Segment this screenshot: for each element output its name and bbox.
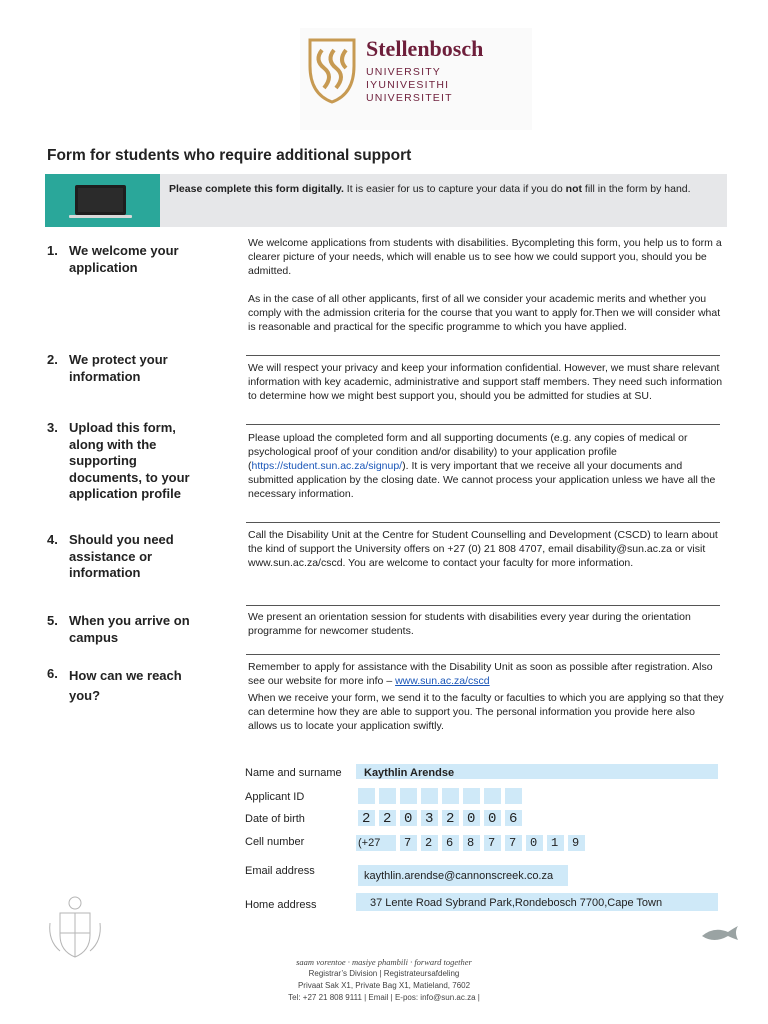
section-1-heading: We welcome your application	[69, 243, 179, 275]
banner-instructions	[160, 174, 727, 227]
applicant-id-cell	[400, 788, 417, 804]
cscd-link[interactable]: www.sun.ac.za/cscd	[395, 675, 490, 687]
section-6-paragraph-1	[248, 660, 726, 688]
dob-digit: 2	[446, 811, 455, 827]
banner-icon-box	[45, 174, 160, 227]
dob-digit: 0	[404, 811, 413, 827]
applicant-id-cell	[379, 788, 396, 804]
cell-prefix: (+27	[358, 837, 381, 849]
name-field[interactable]: Kaythlin Arendse	[356, 764, 718, 779]
applicant-id-field[interactable]	[358, 788, 528, 804]
cell-digit: 9	[572, 836, 580, 850]
section-5-paragraph: We present an orientation session for students with disabilities every year during the orientation programme for newcomer students.	[248, 611, 691, 637]
applicant-id-cell	[505, 788, 522, 804]
section-3-number: 3.	[47, 420, 58, 435]
cell-digit: 0	[530, 836, 538, 850]
cell-number-field[interactable]	[356, 835, 588, 851]
laptop-icon	[45, 174, 160, 227]
section-5-heading: When you arrive on campus	[69, 613, 190, 645]
section-3-text-b: ). It is very important that we receive all your documents and submitted application by the closing date. We cannot process your application unless we have all the necessary information.	[248, 460, 716, 500]
dob-field[interactable]	[358, 810, 528, 828]
applicant-id-cell	[463, 788, 480, 804]
applicant-id-cell	[484, 788, 501, 804]
banner-not: not	[565, 183, 582, 195]
section-6-number: 6.	[47, 666, 58, 681]
coat-of-arms-icon	[46, 893, 104, 959]
cell-prefix-text: +27	[361, 837, 381, 849]
dob-digit: 2	[362, 811, 371, 827]
section-6-text-a: Remember to apply for assistance with the Disability Unit as soon as possible after registration. Also see our website for more info –	[248, 661, 713, 687]
section-4-number: 4.	[47, 532, 58, 547]
section-4-heading: Should you need assistance or information	[69, 532, 174, 580]
cell-digit: 1	[551, 836, 559, 850]
section-2-heading: We protect your information	[69, 352, 168, 384]
cell-digit: 7	[509, 836, 517, 850]
section-3-paragraph	[248, 431, 726, 501]
name-label: Name and surname	[245, 767, 342, 779]
home-address-field[interactable]: 37 Lente Road Sybrand Park,Rondebosch 7700,Cape Town	[356, 893, 718, 911]
signup-link[interactable]: https://student.sun.ac.za/signup/	[251, 460, 403, 472]
dob-label: Date of birth	[245, 813, 305, 825]
cell-digit: 6	[446, 836, 454, 850]
cell-digit: 8	[467, 836, 475, 850]
applicant-id-cell	[358, 788, 375, 804]
email-field[interactable]: kaythlin.arendse@cannonscreek.co.za	[358, 865, 568, 886]
form-title: Form for students who require additional support	[47, 147, 412, 164]
divider	[246, 654, 720, 655]
dob-digit: 0	[467, 811, 476, 827]
section-1-paragraph-1: We welcome applications from students with disabilities. Bycompleting this form, you help us to form a clearer picture of your needs, which will enable us to see how we could support you, should you be admitted.	[248, 237, 722, 277]
divider	[246, 522, 720, 523]
banner-text-2: fill in the form by hand.	[581, 183, 691, 195]
dob-digit: 6	[509, 811, 518, 827]
section-5-number: 5.	[47, 613, 58, 628]
cell-digit: 7	[404, 836, 412, 850]
divider	[246, 424, 720, 425]
section-3-text-a: Please upload the completed form and all supporting documents (e.g. any copies of medical or psychological proof of your condition and/or disability) to your application profile (	[248, 432, 688, 472]
dob-digit: 2	[383, 811, 392, 827]
section-4-paragraph: Call the Disability Unit at the Centre for Student Counselling and Development (CSCD) to learn about the kind of support the University offers on +27 (0) 21 808 4707, email disability@sun.ac.za or visit www.sun.ac.za/cscd. You are welcome to contact your faculty for more information.	[248, 529, 718, 569]
university-name: Stellenbosch	[366, 36, 484, 61]
university-line-2: IYUNIVESITHI	[366, 79, 450, 91]
banner-bold-text: Please complete this form digitally.	[169, 183, 344, 195]
cell-number-label: Cell number	[245, 836, 305, 848]
footer-motto: saam vorentoe · masiye phambili · forward together	[296, 957, 472, 967]
section-6-heading: How can we reach you?	[69, 668, 182, 703]
divider	[246, 605, 720, 606]
footer-line-1: Registrar’s Division | Registrateursafdeling	[308, 969, 460, 978]
section-2-paragraph: We will respect your privacy and keep your information confidential. However, we must share relevant information with key academic, administrative and support staff members. They need such information to determine how we might best support you, should you be admitted for studies at SU.	[248, 362, 723, 402]
footer-line-3: Tel: +27 21 808 9111 | Email | E-pos: info@sun.ac.za |	[288, 993, 480, 1002]
email-label: Email address	[245, 865, 315, 877]
banner-text-1: It is easier for us to capture your data if you do	[343, 183, 566, 195]
applicant-id-label: Applicant ID	[245, 791, 305, 803]
cell-digit: 7	[488, 836, 496, 850]
section-3-heading: Upload this form, along with the supporting documents, to your application profile	[69, 420, 190, 501]
cell-digit: 2	[425, 836, 433, 850]
applicant-id-cell	[421, 788, 438, 804]
home-address-label: Home address	[245, 899, 317, 911]
section-2-number: 2.	[47, 352, 58, 367]
footer-line-2: Privaat Sak X1, Private Bag X1, Matieland, 7602	[297, 981, 471, 990]
section-1-number: 1.	[47, 243, 58, 258]
fish-emblem-icon	[700, 922, 740, 944]
section-1-paragraph-2: As in the case of all other applicants, first of all we consider your academic merits and whether you comply with the admission criteria for the course that you want to apply for.Then we will consider what is reasonable and practical for the specific programme to which you have applied.	[248, 293, 721, 333]
applicant-id-cell	[442, 788, 459, 804]
dob-digit: 0	[488, 811, 497, 827]
dob-digit: 3	[425, 811, 434, 827]
university-logo-mark-icon	[304, 36, 360, 104]
section-6-paragraph-2: When we receive your form, we send it to the faculty or faculties to which you are applying so that they can determine how they are able to support you. The personal information you provide here also allows us to locate your application swiftly.	[248, 692, 724, 732]
university-line-3: UNIVERSITEIT	[366, 92, 453, 104]
divider	[246, 355, 720, 356]
university-line-1: UNIVERSITY	[366, 66, 442, 78]
